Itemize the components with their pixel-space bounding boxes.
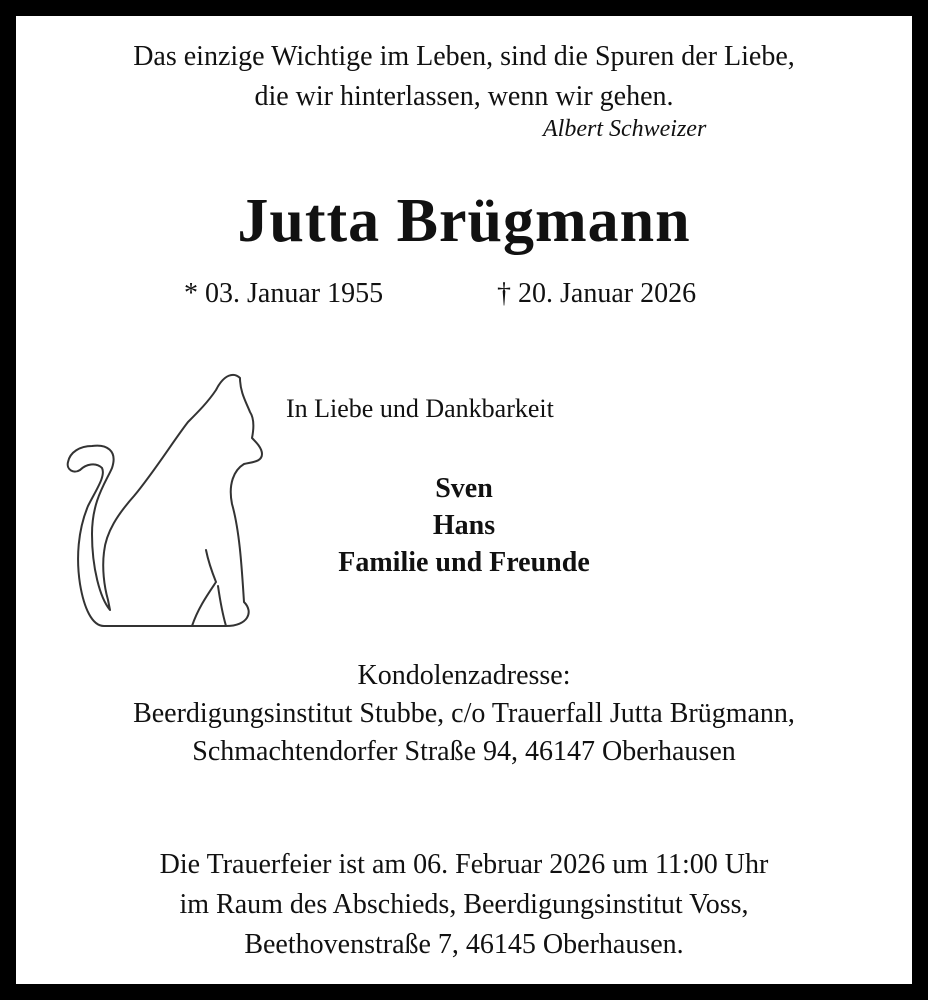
condolence-line-2: Schmachtendorfer Straße 94, 46147 Oberhausen	[192, 736, 736, 767]
cat-silhouette-icon	[48, 372, 263, 634]
condolence-heading: Kondolenzadresse:	[357, 660, 571, 691]
funeral-line-3: Beethovenstraße 7, 46145 Oberhausen.	[244, 929, 684, 960]
mourner-name: Sven	[435, 473, 493, 504]
quote-author: Albert Schweizer	[543, 116, 707, 142]
deceased-name: Jutta Brügmann	[237, 187, 691, 255]
quote-line-1: Das einzige Wichtige im Leben, sind die Spuren der Liebe,	[133, 41, 795, 72]
funeral-line-1: Die Trauerfeier ist am 06. Februar 2026 um 11:00 Uhr	[159, 849, 769, 880]
funeral-line-2: im Raum des Abschieds, Beerdigungsinstitut Voss,	[179, 889, 749, 920]
obituary-card	[16, 16, 912, 984]
death-date: † 20. Januar 2026	[497, 278, 697, 309]
condolence-line-1: Beerdigungsinstitut Stubbe, c/o Trauerfall Jutta Brügmann,	[133, 698, 795, 729]
birth-date: * 03. Januar 1955	[184, 278, 384, 309]
quote-line-2: die wir hinterlassen, wenn wir gehen.	[254, 81, 674, 112]
mourners-intro: In Liebe und Dankbarkeit	[286, 394, 554, 423]
mourner-name: Hans	[432, 510, 496, 541]
mourner-name: Familie und Freunde	[338, 547, 590, 578]
